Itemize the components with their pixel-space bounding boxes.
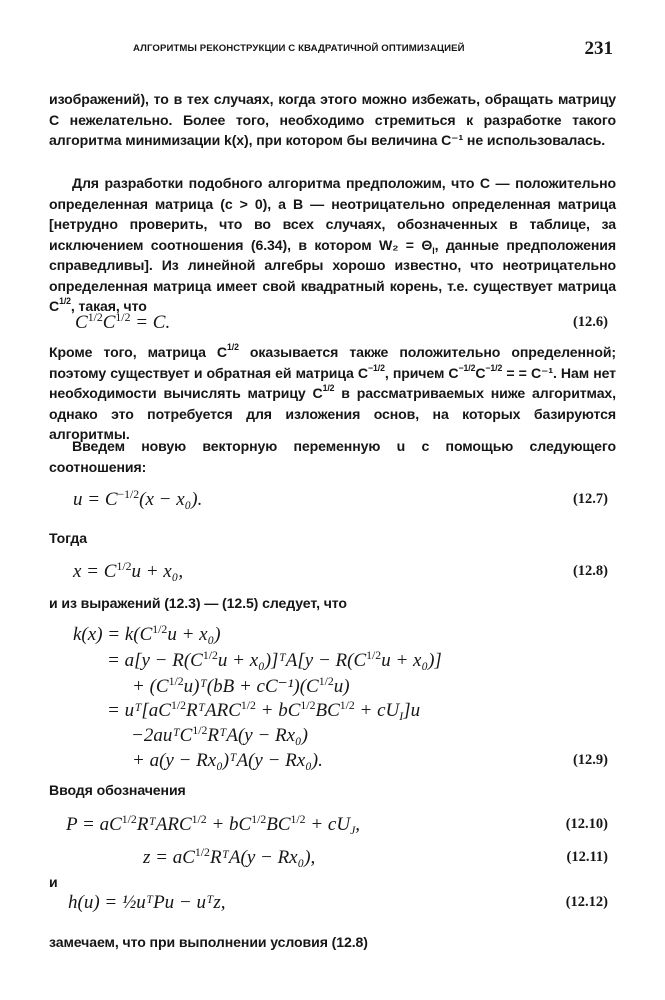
paragraph-text: и [49,874,58,890]
paragraph-text: и из выражений (12.3) — (12.5) следует, что [49,595,347,611]
equation-12-9-line-6 [0,750,665,776]
equation-number: (12.8) [572,563,608,579]
equation-number: (12.12) [565,894,608,910]
equation-formula: $P = aC^{1/2}RᵀARC^{1/2} + bC^{1/2}BC^{1/2} + cU_J$, [66,813,361,837]
paragraph-1 [49,89,616,151]
equation-number: (12.11) [566,849,608,865]
equation-formula: h(u) = ½uᵀPu − uᵀz, [68,892,226,913]
equation-formula: $u = C^{-1/2}(x - x_0)$. [73,488,203,510]
paragraph-text: изображений), то в тех случаях, когда этого можно избежать, обращать матрицу C нежелательно. Более того, необходимо стремиться к разработке такого алгоритма минимизации k(x), при котором бы величина C⁻¹ не использовалась. [49,91,616,148]
equation-number: (12.9) [572,752,608,768]
equation-number: (12.6) [572,314,608,330]
running-title: АЛГОРИТМЫ РЕКОНСТРУКЦИИ С КВАДРАТИЧНОЙ ОПТИМИЗАЦИЕЙ [133,43,465,54]
equation-line: = $uᵀ[aC^{1/2}RᵀARC^{1/2} + bC^{1/2}BC^{1/2} + cU_I]u$ [107,699,421,723]
paragraph-8 [49,872,616,893]
equation-line: + $(C^{1/2}u)ᵀ(bB + cC^{-1})(C^{1/2}u)$ [132,675,350,697]
equation-12-9-line-3 [0,675,665,701]
paragraph-5 [49,528,616,549]
equation-12-11 [0,847,665,873]
paragraph-text: Тогда [49,530,87,546]
equation-formula: $x = C^{1/2}u + x_0$, [73,560,184,582]
paragraph-4 [49,436,616,477]
equation-12-8 [0,561,665,587]
paragraph-text: Вводя обозначения [49,782,186,798]
equation-number: (12.7) [572,491,608,507]
equation-12-9-line-2 [0,650,665,676]
paragraph-2 [49,173,616,317]
page-number: 231 [584,38,613,59]
paragraph-text: замечаем, что при выполнении условия (12.8) [49,934,368,950]
equation-12-7 [0,489,665,515]
equation-12-9-line-1 [0,624,665,650]
paragraph-9 [49,932,616,953]
equation-12-9-line-4 [0,700,665,726]
paragraph-text: Для разработки подобного алгоритма предположим, что C — положительно определенная матрица (c > 0), а B — неотрицательно определенная матрица [нетрудно проверить, что во всех случаях, обозначенных в таблице, за исключением соотношения (6.34), в котором $W_2 = \Theta_I$, данные предположения справедливы]. Из линейной алгебры хорошо известно, что неотрицательно определенная матрица имеет свой квадратный корень, т.е. существует матрица $C^{1/2}$, такая, что [49,175,616,314]
equation-formula: $C^{1/2}C^{1/2} = C$. [75,311,171,333]
equation-12-6 [0,312,665,338]
paragraph-text: Введем новую векторную переменную u с помощью следующего соотношения: [49,438,616,475]
equation-number: (12.10) [565,816,608,832]
equation-line: $k(x) = k(C^{1/2}u + x_0)$ [73,623,221,645]
equation-line: = $a[y - R(C^{1/2}u$ + x₀)]ᵀA[y − $R(C^{1/2}u + x_0)$] [107,649,442,671]
paragraph-text: Кроме того, матрица $C^{1/2}$ оказывается также положительно определенной; поэтому существует и обратная ей матрица $C^{-1/2}$, причем $C^{-1/2}C^{-1/2}$ = = C⁻¹. Нам нет необходимости вычислять матрицу $C^{1/2}$ в рассматриваемых ниже алгоритмах, однако это потребуется для изложения основ, на которых базируются алгоритмы. [49,342,616,442]
equation-line: −2auᵀC$^{1/2}$RᵀA(y − Rx₀) [131,724,308,746]
equation-12-10 [0,814,665,840]
equation-12-9-line-5 [0,725,665,751]
equation-12-12 [0,892,665,918]
paragraph-7 [49,780,616,801]
page-header [133,38,613,62]
equation-line: + a(y − Rx₀)ᵀA(y − Rx₀). [132,750,323,771]
paragraph-3 [49,342,616,445]
paragraph-6 [49,593,616,614]
equation-formula: $z = aC^{1/2}RᵀA(y - Rx_0)$, [143,846,316,868]
